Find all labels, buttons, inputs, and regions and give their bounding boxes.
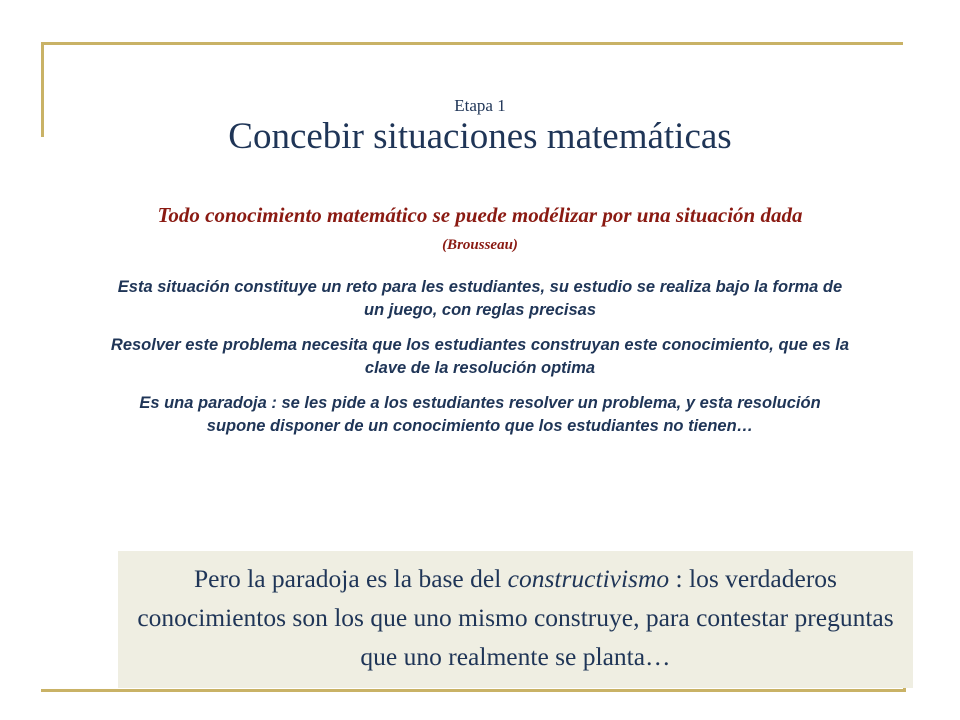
frame-bottom-line — [41, 689, 906, 692]
conclusion-text — [118, 551, 913, 676]
point-item: Es una paradoja : se les pide a los estudiantes resolver un problema, y esta resolución supone disponer de un conocimiento que los estudiantes no tienen… — [139, 394, 821, 435]
point-item: Resolver este problema necesita que los estudiantes construyan este conocimiento, que es la clave de la resolución optima — [110, 336, 850, 377]
points-list — [110, 276, 850, 450]
conclusion-after: : los verdaderos conocimientos son los que uno mismo construye, para contestar preguntas que uno realmente se planta… — [137, 564, 894, 671]
conclusion-box — [118, 551, 913, 688]
frame-top-line — [41, 42, 903, 45]
frame-left-line — [41, 42, 44, 137]
slide-subtitle: Etapa 1 — [454, 96, 506, 115]
point-item: Esta situación constituye un reto para les estudiantes, su estudio se realiza bajo la forma de un juego, con reglas precisas — [117, 278, 843, 319]
conclusion-before: Pero la paradoja es la base del — [194, 564, 508, 593]
quote-text: Todo conocimiento matemático se puede modélizar por una situación dada — [157, 203, 803, 227]
conclusion-emphasis: constructivismo — [507, 564, 670, 593]
title-block — [60, 96, 900, 158]
brousseau-quote — [130, 202, 830, 259]
quote-citation: (Brousseau) — [442, 237, 518, 253]
slide-title: Concebir situaciones matemáticas — [228, 116, 732, 157]
